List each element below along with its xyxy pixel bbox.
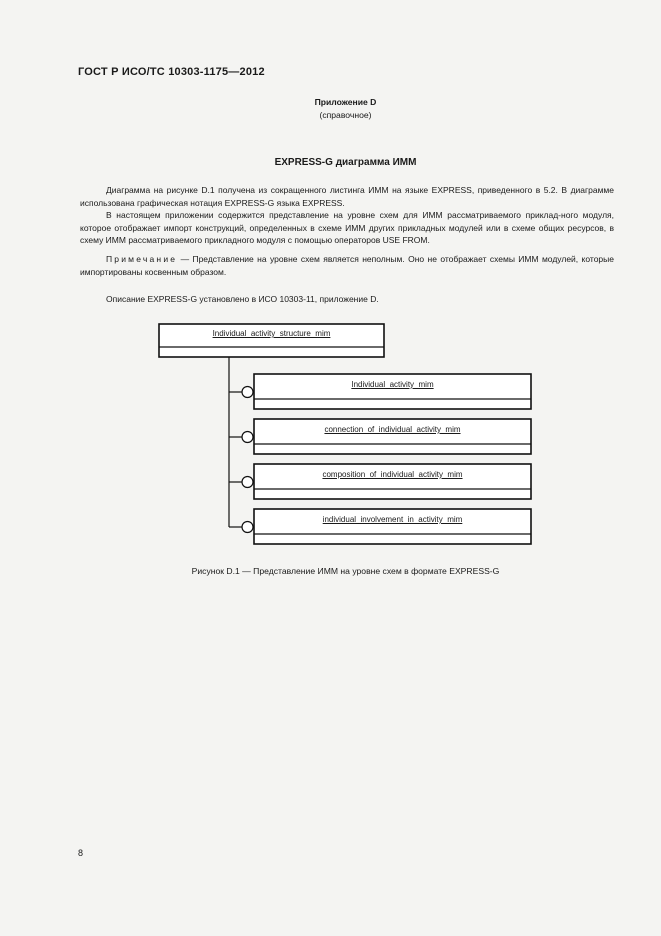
section-title: EXPRESS-G диаграмма ИММ	[274, 157, 417, 168]
standard-code: ГОСТ Р ИСО/ТС 10303-1175—2012	[78, 66, 265, 78]
reference-circle-icon	[242, 522, 253, 533]
page-number: 8	[78, 848, 84, 858]
note-text: — Представление на уровне схем является неполным. Оно не отображает схемы ИММ модулей, которые импортированы косвенным образом.	[80, 254, 614, 277]
imported-schema-label-1: Individual_activity_mim	[351, 380, 434, 389]
appendix-type: (справочное)	[319, 110, 372, 120]
description-text: Описание EXPRESS-G установлено в ИСО 10303-11, приложение D.	[106, 294, 379, 304]
imported-schema-label-2: connection_of_individual_activity_mim	[324, 425, 461, 434]
main-schema-label: Individual_activity_structure_mim	[212, 329, 331, 338]
appendix-title: Приложение D	[314, 97, 377, 107]
paragraph-2: В настоящем приложении содержится представление на уровне схем для ИММ рассматриваемого приклад-ного модуля, которое отображает импорт конструкций, определенных в схеме ИММ других прикладных модулей или в схеме общих ресурсов, в схему ИММ рассматриваемого прикладного модуля с помощью операторов USE FROM.	[80, 210, 614, 246]
paragraph-1: Диаграмма на рисунке D.1 получена из сокращенного листинга ИММ на языке EXPRESS, приведенного в 5.2. В диаграмме использована графическая нотация EXPRESS-G языка EXPRESS.	[80, 185, 614, 208]
imported-schema-label-4: individual_involvement_in_activity_mim	[322, 515, 463, 524]
reference-circle-icon	[242, 387, 253, 398]
figure-caption: Рисунок D.1 — Представление ИММ на уровне схем в формате EXPRESS-G	[191, 566, 500, 576]
imported-schema-label-3: composition_of_individual_activity_mim	[322, 470, 463, 479]
reference-circle-icon	[242, 432, 253, 443]
reference-circle-icon	[242, 477, 253, 488]
note-label: Примечание	[106, 254, 178, 264]
